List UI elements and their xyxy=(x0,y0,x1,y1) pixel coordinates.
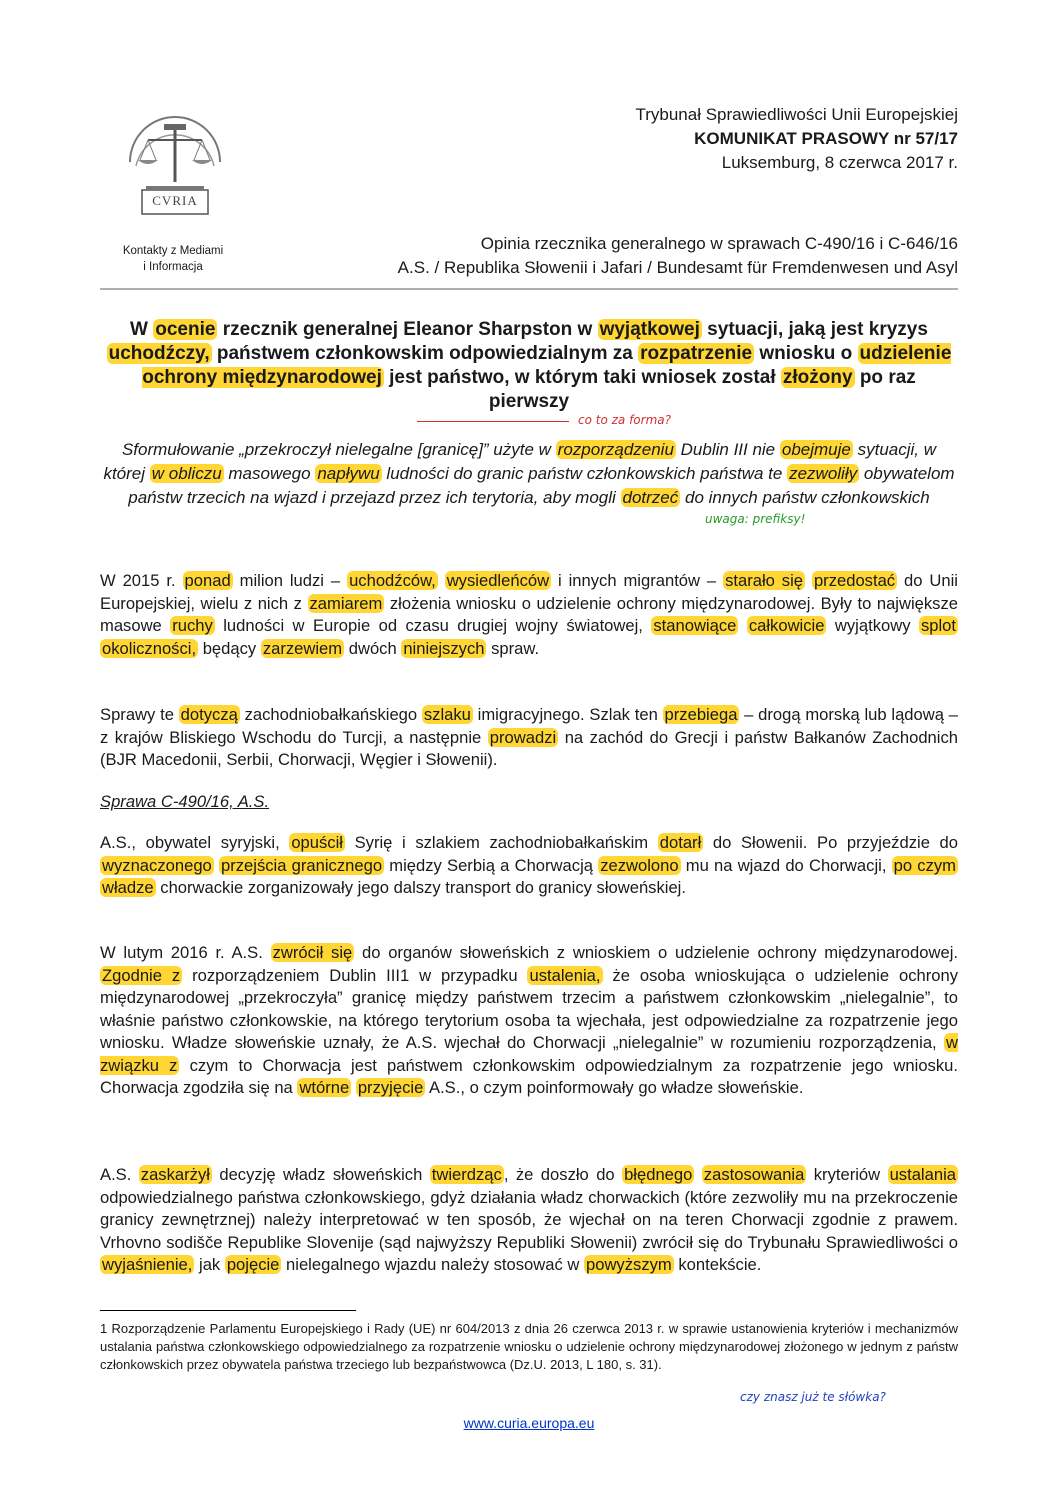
footer xyxy=(0,1415,1058,1431)
paragraph-2: Sprawy te dotyczą zachodniobałkańskiego szlaku imigracyjnego. Szlak ten przebiega – drogą morską lub lądową – z krajów Bliskiego Wschodu do Turcji, a następnie prowadzi na zachód do Grecji i państw Bałkanów Zachodnich (BJR Macedonii, Serbii, Chorwacji, Węgier i Słowenii). xyxy=(100,705,958,769)
press-release-header xyxy=(635,103,958,175)
footnote-divider xyxy=(100,1310,356,1311)
handwritten-note-prefixes: uwaga: prefiksy! xyxy=(705,512,806,526)
release-number: KOMUNIKAT PRASOWY nr 57/17 xyxy=(694,129,958,148)
case-info-line1: Opinia rzecznika generalnego w sprawach C-490/16 i C-646/16 xyxy=(480,234,958,253)
paragraph-3: A.S., obywatel syryjski, opuścił Syrię i szlakiem zachodniobałkańskim dotarł do Słowenii. Po przyjeździe do wyznaczonego przejścia granicznego między Serbią a Chorwacją zezwolono mu na wjazd do Chorwacji, po czym władze chorwackie zorganizowały jego dalszy transport do granicy słoweńskiej. xyxy=(100,833,958,897)
paragraph-4: W lutym 2016 r. A.S. zwrócił się do organów słoweńskich z wnioskiem o udzielenie ochrony międzynarodowej. Zgodnie z rozporządzeniem Dublin III1 w przypadku ustalenia, że osoba wnioskująca o udzielenie ochrony międzynarodowej „przekroczyła” granicę między państwem trzecim a państwem członkowskim „nielegalnie”, to właśnie państwo członkowskie, na którego terytorium osoba ta wjechała, jest odpowiedzialne za rozpatrzenie jego wniosku. Władze słoweńskie uznały, że A.S. wjechał do Chorwacji „nielegalnie” w rozumieniu rozporządzenia, w związku z czym to Chorwacja jest państwem członkowskim odpowiedzialnym za rozpatrzenie jego wniosku. Chorwacja zgodziła się na wtórne przyjęcie A.S., o czym poinformowały go władze słoweńskie. xyxy=(100,943,959,1097)
curia-logo xyxy=(120,110,230,225)
case-heading: Sprawa C-490/16, A.S. xyxy=(100,792,270,811)
paragraph-1: W 2015 r. ponad milion ludzi – uchodźców, wysiedleńców i innych migrantów – starało się przedostać do Unii Europejskiej, wielu z nich z zamiarem złożenia wniosku o udzielenie ochrony międzynarodowej. Były to największe masowe ruchy ludności w Europie od czasu drugiej wojny światowej, stanowiące całkowicie wyjątkowy splot okoliczności, będący zarzewiem dwóch niniejszych spraw. xyxy=(100,571,959,658)
footnote: 1 Rozporządzenie Parlamentu Europejskiego i Rady (UE) nr 604/2013 z dnia 26 czerwca 2013 r. w sprawie ustanowienia kryteriów i mechanizmów ustalania państwa członkowskiego odpowiedzialnego za rozpatrzenie wniosku o udzielenie ochrony międzynarodowej złożonego w jednym z państw członkowskich przez obywatela państwa trzeciego lub bezpaństwowca (Dz.U. 2013, L 180, s. 31). xyxy=(100,1321,958,1372)
case-info xyxy=(398,232,958,280)
logo-text: CVRIA xyxy=(152,193,198,208)
curia-link[interactable]: www.curia.europa.eu xyxy=(463,1415,595,1431)
headline: W ocenie rzecznik generalnej Eleanor Sharpston w wyjątkowej sytuacji, jaką jest kryzys uchodźczy, państwem członkowskim odpowiedzialnym za rozpatrzenie wniosku o udzielenie ochrony międzynarodowej jest państwo, w którym taki wniosek został złożony po raz pierwszy xyxy=(108,319,952,412)
place-date: Luksemburg, 8 czerwca 2017 r. xyxy=(721,153,958,172)
handwritten-note-vocab: czy znasz już te słówka? xyxy=(740,1390,886,1404)
red-underline-mark xyxy=(417,421,569,422)
court-name: Trybunał Sprawiedliwości Unii Europejskiej xyxy=(635,105,958,124)
handwritten-note-form: co to za forma? xyxy=(578,413,671,427)
contacts-line1: Kontakty z Mediami xyxy=(122,245,224,257)
subheadline: Sformułowanie „przekroczył nielegalne [granicę]” użyte w rozporządzeniu Dublin III nie obejmuje sytuacji, w której w obliczu masowego napływu ludności do granic państw członkowskich państwa te zezwoliły obywatelom państw trzecich na wjazd i przejazd przez ich terytoria, aby mogli dotrzeć do innych państw członkowskich xyxy=(103,440,955,507)
media-contacts xyxy=(112,243,234,275)
case-info-line2: A.S. / Republika Słowenii i Jafari / Bundesamt für Fremdenwesen und Asyl xyxy=(397,258,958,277)
header-divider xyxy=(100,288,958,290)
paragraph-5: A.S. zaskarżył decyzję władz słoweńskich twierdząc , że doszło do błędnego zastosowania kryteriów ustalania odpowiedzialnego państwa członkowskiego, gdyż działania władz chorwackich (które zezwoliły mu na przekroczenie granicy zewnętrznej) należy interpretować w ten sposób, że wjechał on na teren Chorwacji zgodnie z prawem. Vrhovno sodišče Republike Slovenije (sąd najwyższy Republiki Słowenii) zwrócił się do Trybunału Sprawiedliwości o wyjaśnienie, jak pojęcie nielegalnego wjazdu należy stosować w powyższym kontekście. xyxy=(100,1165,958,1274)
contacts-line2: i Informacja xyxy=(143,261,203,273)
